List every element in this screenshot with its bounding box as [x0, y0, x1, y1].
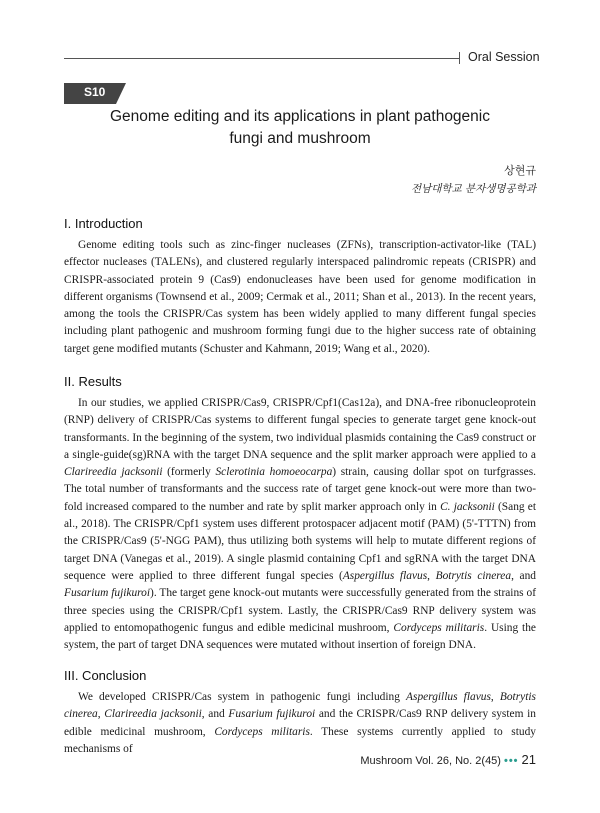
section-heading-conclusion: III. Conclusion [64, 668, 147, 683]
page-footer [360, 752, 536, 767]
conclusion-body [64, 689, 536, 758]
paragraph: We developed CRISPR/Cas system in pathogenic fungi including Aspergillus flavus, Botrytis cinerea, Clarireedia jacksonii, and Fusarium fujikuroi and the CRISPR/Cas9 RNP delivery system in edible medicinal mushroom, Cordyceps militaris. These systems currently applied to study mechanisms of [64, 691, 536, 755]
title-line: fungi and mushroom [229, 130, 371, 147]
author-name: 상현규 [504, 164, 536, 177]
header-divider-tick [459, 52, 460, 64]
paper-title [64, 106, 536, 150]
section-heading-introduction: I. Introduction [64, 216, 143, 231]
session-label: Oral Session [468, 50, 540, 64]
badge-code: S10 [84, 85, 106, 99]
page-number: 21 [521, 752, 536, 767]
results-body [64, 395, 536, 654]
author-affiliation: 전남대학교 분자생명공학과 [410, 183, 536, 195]
paragraph: Genome editing tools such as zinc-finger nucleases (ZFNs), transcription-activator-like (TAL) effector nucleases (TALENs), and clustered regularly interspaced palindromic repeats (CRISPR) and CRISPR-associated protein 9 (Cas9) endonucleases have been used for genome modification in different organisms (Townsend et al., 2009; Cermak et al., 2011; Shan et al., 2013). In the recent years, among the tools the CRISPR/Cas system has been widely applied to many different fungal species including plant pathogenic and mushroom forming fungi due to the higher success rate of obtaining target gene modified mutants (Schuster and Kahmann, 2019; Wang et al., 2020). [64, 239, 536, 355]
section-heading-results: II. Results [64, 374, 122, 389]
header-rule [64, 58, 459, 59]
introduction-body [64, 237, 536, 358]
journal-citation: Mushroom Vol. 26, No. 2(45) [360, 755, 501, 767]
session-badge [64, 83, 126, 104]
footer-dots-icon: ••• [503, 755, 519, 767]
paragraph: In our studies, we applied CRISPR/Cas9, CRISPR/Cpf1(Cas12a), and DNA-free ribonucleoprotein (RNP) delivery of CRISPR/Cas systems to different fungal species to generate target gene knock-out transformants. In the beginning of the system, two individual plasmids containing the Cas9 construct or a single-guide(sg)RNA with the target DNA sequence and the split marker approach were applied to a Clarireedia jacksonii (formerly Sclerotinia homoeocarpa) strain, causing dollar spot on turfgrasses. The total number of transformants and the success rate of target gene knock-out were more than two-fold increased compared to the number and rate by split marker approach only in C. jacksonii (Sang et al., 2018). The CRISPR/Cpf1 system uses different protospacer adjacent motif (PAM) (5'-TTTN) from the CRISPR/Cas9 (5'-NGG PAM), thus utilizing both systems will help to mutate different regions of target DNA (Vanegas et al., 2019). A single plasmid containing Cpf1 and sgRNA with the target DNA sequence were applied to three different fungal species (Aspergillus flavus, Botrytis cinerea, and Fusarium fujikuroi). The target gene knock-out mutants were successfully generated from the strains of three species using the CRISPR/Cpf1 system. Lastly, the CRISPR/Cas9 RNP delivery system was applied to entomopathogenic fungus and edible medicinal mushroom, Cordyceps militaris. Using the system, the part of target DNA sequences were mutated without insertion of foreign DNA. [64, 397, 537, 652]
title-line: Genome editing and its applications in plant pathogenic [109, 108, 490, 125]
